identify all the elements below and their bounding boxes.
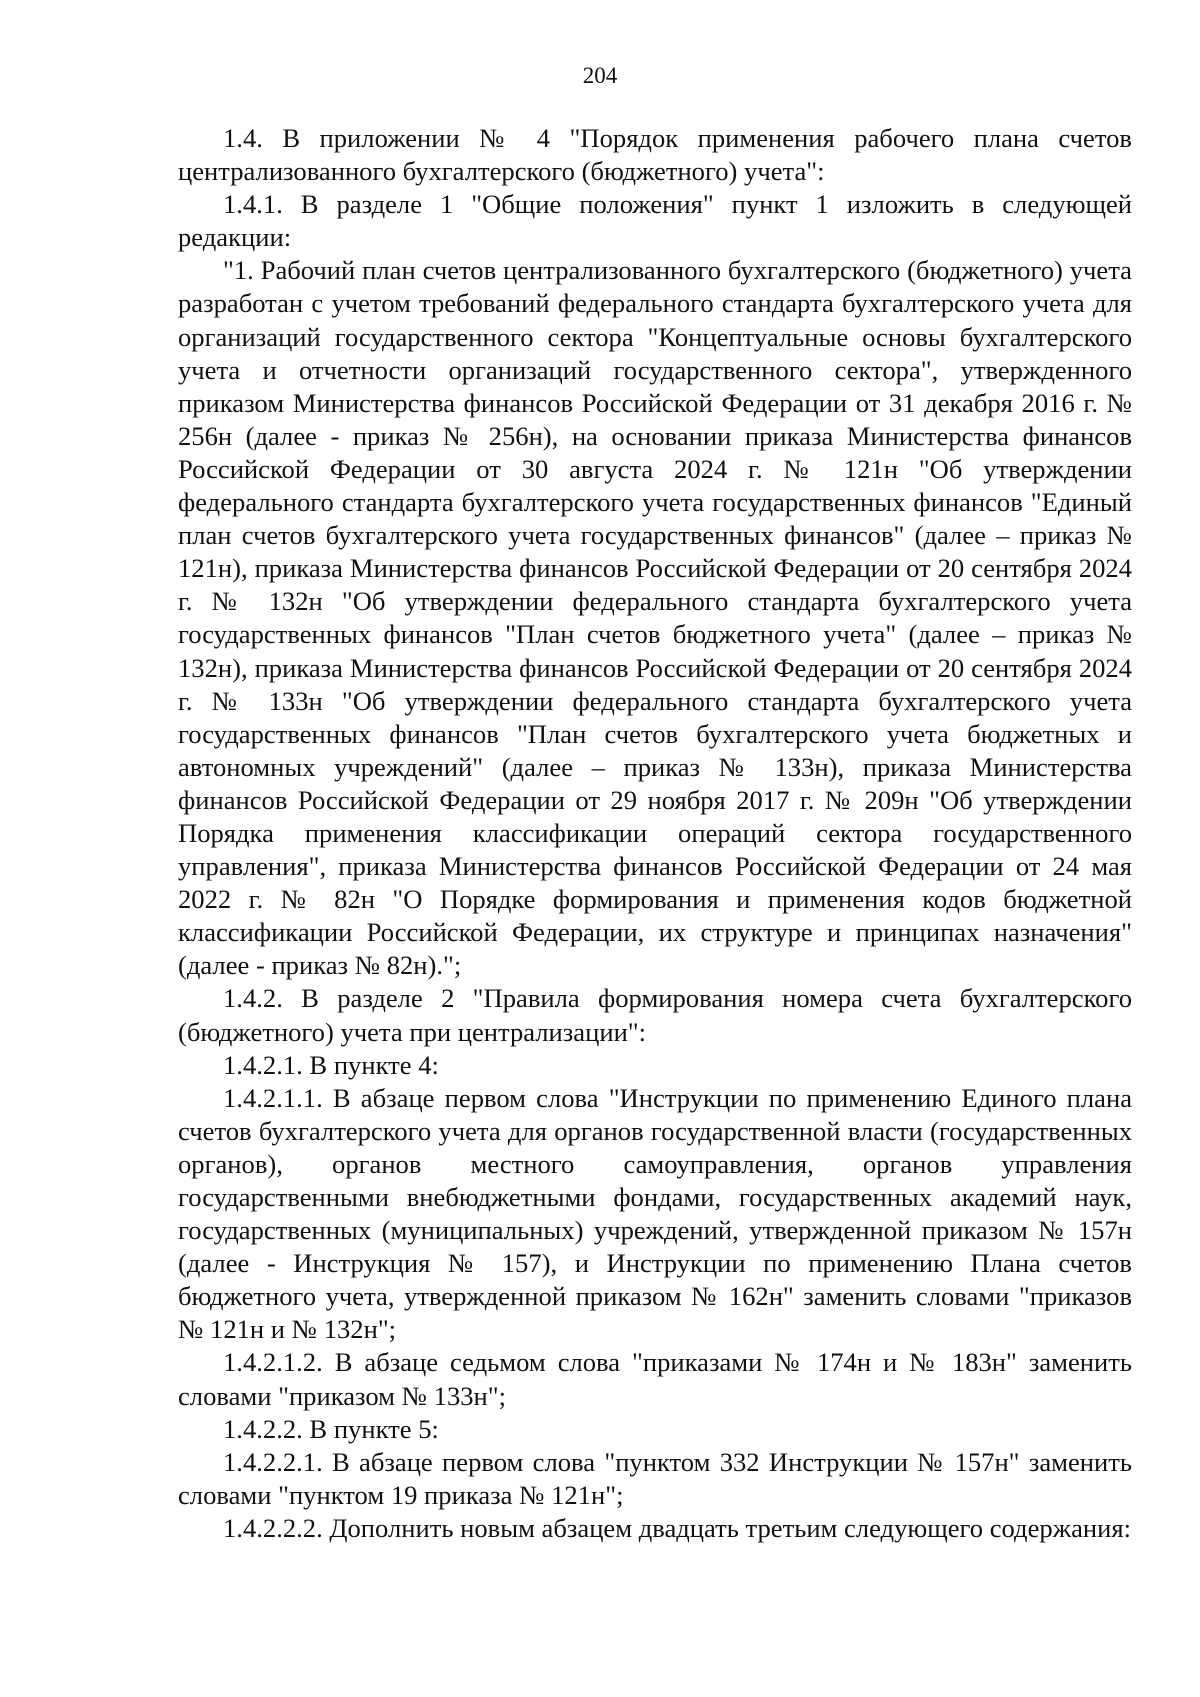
paragraph-1-4-2-2: 1.4.2.2. В пункте 5: <box>223 1413 439 1444</box>
paragraph-1-4-2-1-1: 1.4.2.1.1. В абзаце первом слова "Инструкции по применению Единого плана счетов бухгалтерского учета для органов государственной власти (государственных органов), органов местного самоуправления, органов управления государственными внебюджетными фондами, государственных академий наук, государственных (муниципальных) учреждений, утвержденной приказом № 157н (далее - Инструкция № 157), и Инструкции по применению Плана счетов бюджетного учета, утвержденной приказом № 162н" заменить словами "приказов № 121н и № 132н"; <box>178 1082 1132 1345</box>
paragraph-1-4: 1.4. В приложении № 4 "Порядок применения рабочего плана счетов централизованного бухгалтерского (бюджетного) учета": <box>178 123 1132 187</box>
paragraph-new-edition-point-1: "1. Рабочий план счетов централизованного бухгалтерского (бюджетного) учета разработан с учетом требований федерального стандарта бухгалтерского учета для организаций государственного сектора "Концептуальные основы бухгалтерского учета и отчетности организаций государственного сектора", утвержденного приказом Министерства финансов Российской Федерации от 31 декабря 2016 г. № 256н (далее - приказ № 256н), на основании приказа Министерства финансов Российской Федерации от 30 августа 2024 г. № 121н "Об утверждении федерального стандарта бухгалтерского учета государственных финансов "Единый план счетов бухгалтерского учета государственных финансов" (далее – приказ № 121н), приказа Министерства финансов Российской Федерации от 20 сентября 2024 г. № 132н "Об утверждении федерального стандарта бухгалтерского учета государственных финансов "План счетов бюджетного учета" (далее – приказ № 132н), приказа Министерства финансов Российской Федерации от 20 сентября 2024 г. № 133н "Об утверждении федерального стандарта бухгалтерского учета государственных финансов "План счетов бухгалтерского учета бюджетных и автономных учреждений" (далее – приказ № 133н), приказа Министерства финансов Российской Федерации от 29 ноября 2017 г. № 209н "Об утверждении Порядка применения классификации операций сектора государственного управления", приказа Министерства финансов Российской Федерации от 24 мая 2022 г. № 82н "О Порядке формирования и применения кодов бюджетной классификации Российской Федерации, их структуре и принципах назначения" (далее - приказ № 82н)."; <box>178 255 1132 981</box>
paragraph-1-4-2-2-2: 1.4.2.2.2. Дополнить новым абзацем двадцать третьим следующего содержания: <box>223 1512 1131 1543</box>
paragraph-1-4-2-2-1: 1.4.2.2.1. В абзаце первом слова "пунктом 332 Инструкции № 157н" заменить словами "пунктом 19 приказа № 121н"; <box>178 1446 1132 1510</box>
paragraph-1-4-2: 1.4.2. В разделе 2 "Правила формирования номера счета бухгалтерского (бюджетного) учета при централизации": <box>178 983 1132 1047</box>
paragraph-1-4-2-1-2: 1.4.2.1.2. В абзаце седьмом слова "приказами № 174н и № 183н" заменить словами "приказом № 133н"; <box>178 1347 1132 1411</box>
page-number: 204 <box>582 63 618 88</box>
paragraph-1-4-2-1: 1.4.2.1. В пункте 4: <box>223 1049 439 1080</box>
paragraph-1-4-1: 1.4.1. В разделе 1 "Общие положения" пункт 1 изложить в следующей редакции: <box>178 189 1132 253</box>
document-body <box>178 122 1132 1545</box>
